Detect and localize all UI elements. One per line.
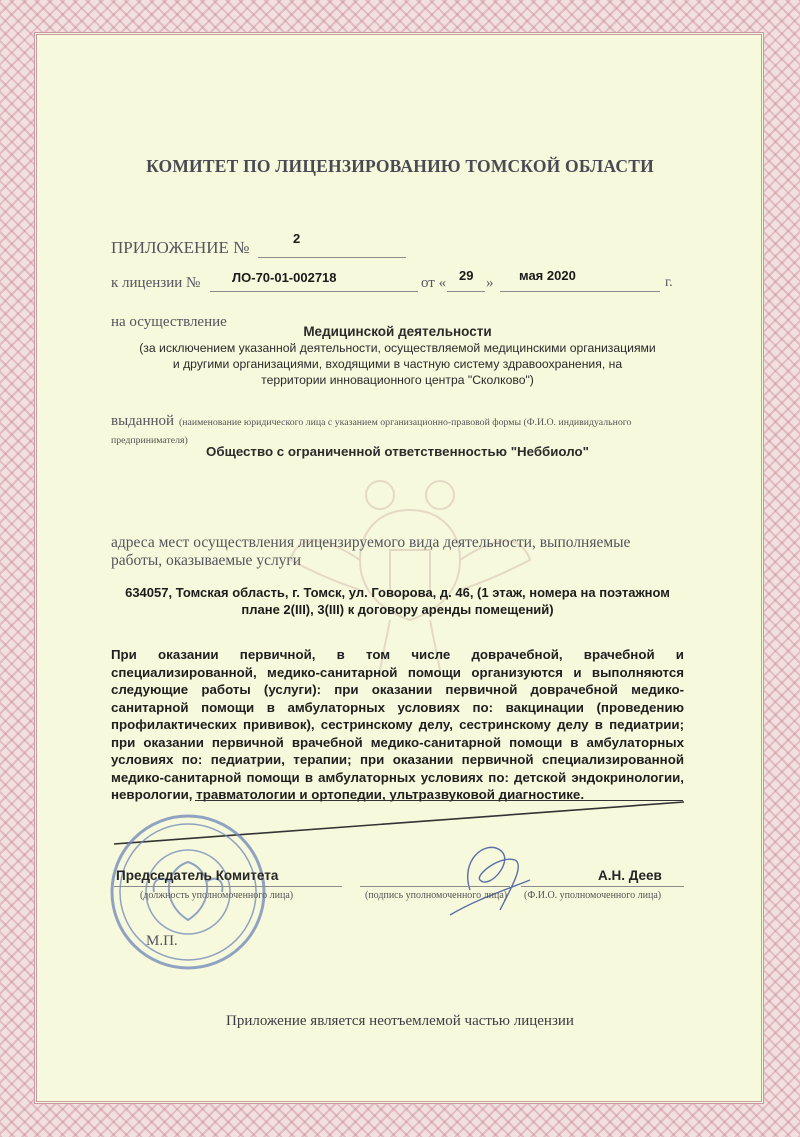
activity-label: на осуществление: [111, 314, 227, 330]
license-day-line: [447, 291, 485, 292]
appendix-label: ПРИЛОЖЕНИЕ №: [111, 238, 250, 257]
committee-title: КОМИТЕТ ПО ЛИЦЕНЗИРОВАНИЮ ТОМСКОЙ ОБЛАСТИ: [146, 156, 654, 176]
stamp-place-label: М.П.: [146, 933, 178, 949]
signatory-position: Председатель Комитета: [116, 868, 279, 883]
name-line: [521, 886, 684, 887]
license-number: ЛО-70-01-002718: [232, 270, 337, 285]
license-year-suffix: г.: [665, 275, 673, 290]
signature-line: [360, 886, 510, 887]
name-hint: (Ф.И.О. уполномоченного лица): [524, 890, 662, 901]
license-number-line: [210, 291, 418, 292]
issued-label: выданной: [111, 413, 175, 429]
position-line: [114, 886, 342, 887]
addresses-label: [111, 534, 630, 570]
addresses-label-line-2: работы, оказываемые услуги: [111, 552, 302, 569]
activity-name: Медицинской деятельности: [303, 324, 492, 339]
address-block: [108, 584, 687, 618]
issued-hint-line-1: (наименование юридического лица с указанием организационно-правовой формы (Ф.И.О. индивидуального: [179, 417, 632, 428]
appendix-number: 2: [293, 231, 301, 246]
license-month-year: мая 2020: [519, 268, 576, 283]
organization-name: Общество с ограниченной ответственностью "Неббиоло": [206, 444, 589, 459]
license-date-line: [500, 291, 660, 292]
position-hint: (должность уполномоченного лица): [140, 890, 294, 901]
appendix-number-line: [258, 257, 406, 258]
issued-hint-line-2: предпринимателя): [111, 435, 188, 446]
activity-note-line-1: (за исключением указанной деятельности, осуществляемой медицинскими организациями: [139, 341, 656, 355]
activity-note: [106, 340, 689, 388]
footer-note: Приложение является неотъемлемой частью лицензии: [226, 1013, 574, 1029]
handwritten-signature: [430, 820, 540, 930]
activity-note-line-2: и другими организациями, входящими в частную систему здравоохранения, на: [172, 357, 623, 371]
license-from-label: от «: [421, 275, 447, 291]
license-day: 29: [459, 268, 474, 283]
activity-note-line-3: территории инновационного центра "Сколково"): [261, 373, 534, 387]
address-line-2: плане 2(III), 3(III) к договору аренды помещений): [241, 602, 554, 617]
signatory-name: А.Н. Деев: [598, 868, 662, 883]
license-close-quote: »: [486, 275, 494, 291]
addresses-label-line-1: адреса мест осуществления лицензируемого вида деятельности, выполняемые: [111, 534, 631, 551]
license-prefix: к лицензии №: [111, 275, 201, 291]
address-line-1: 634057, Томская область, г. Томск, ул. Говорова, д. 46, (1 этаж, номера на поэтажном: [125, 585, 670, 600]
services-description: При оказании первичной, в том числе доврачебной, врачебной и специализированной, медико-санитарной помощи организуются и выполняются следующие работы (услуги): при оказании первичной доврачебной медико-санитарной помощи в амбулаторных условиях по: вакцинации (проведению профилактических прививок), сестринскому делу, сестринскому делу в педиатрии; при оказании первичной врачебной медико-санитарной помощи в амбулаторных условиях по: педиатрии, терапии; при оказании первичной специализированной медико-санитарной помощи в амбулаторных условиях по: детской эндокринологии, неврологии, травматологии и ортопедии, ультразвуковой диагностике.: [111, 647, 684, 802]
signature-hint: (подпись уполномоченного лица): [365, 890, 508, 901]
